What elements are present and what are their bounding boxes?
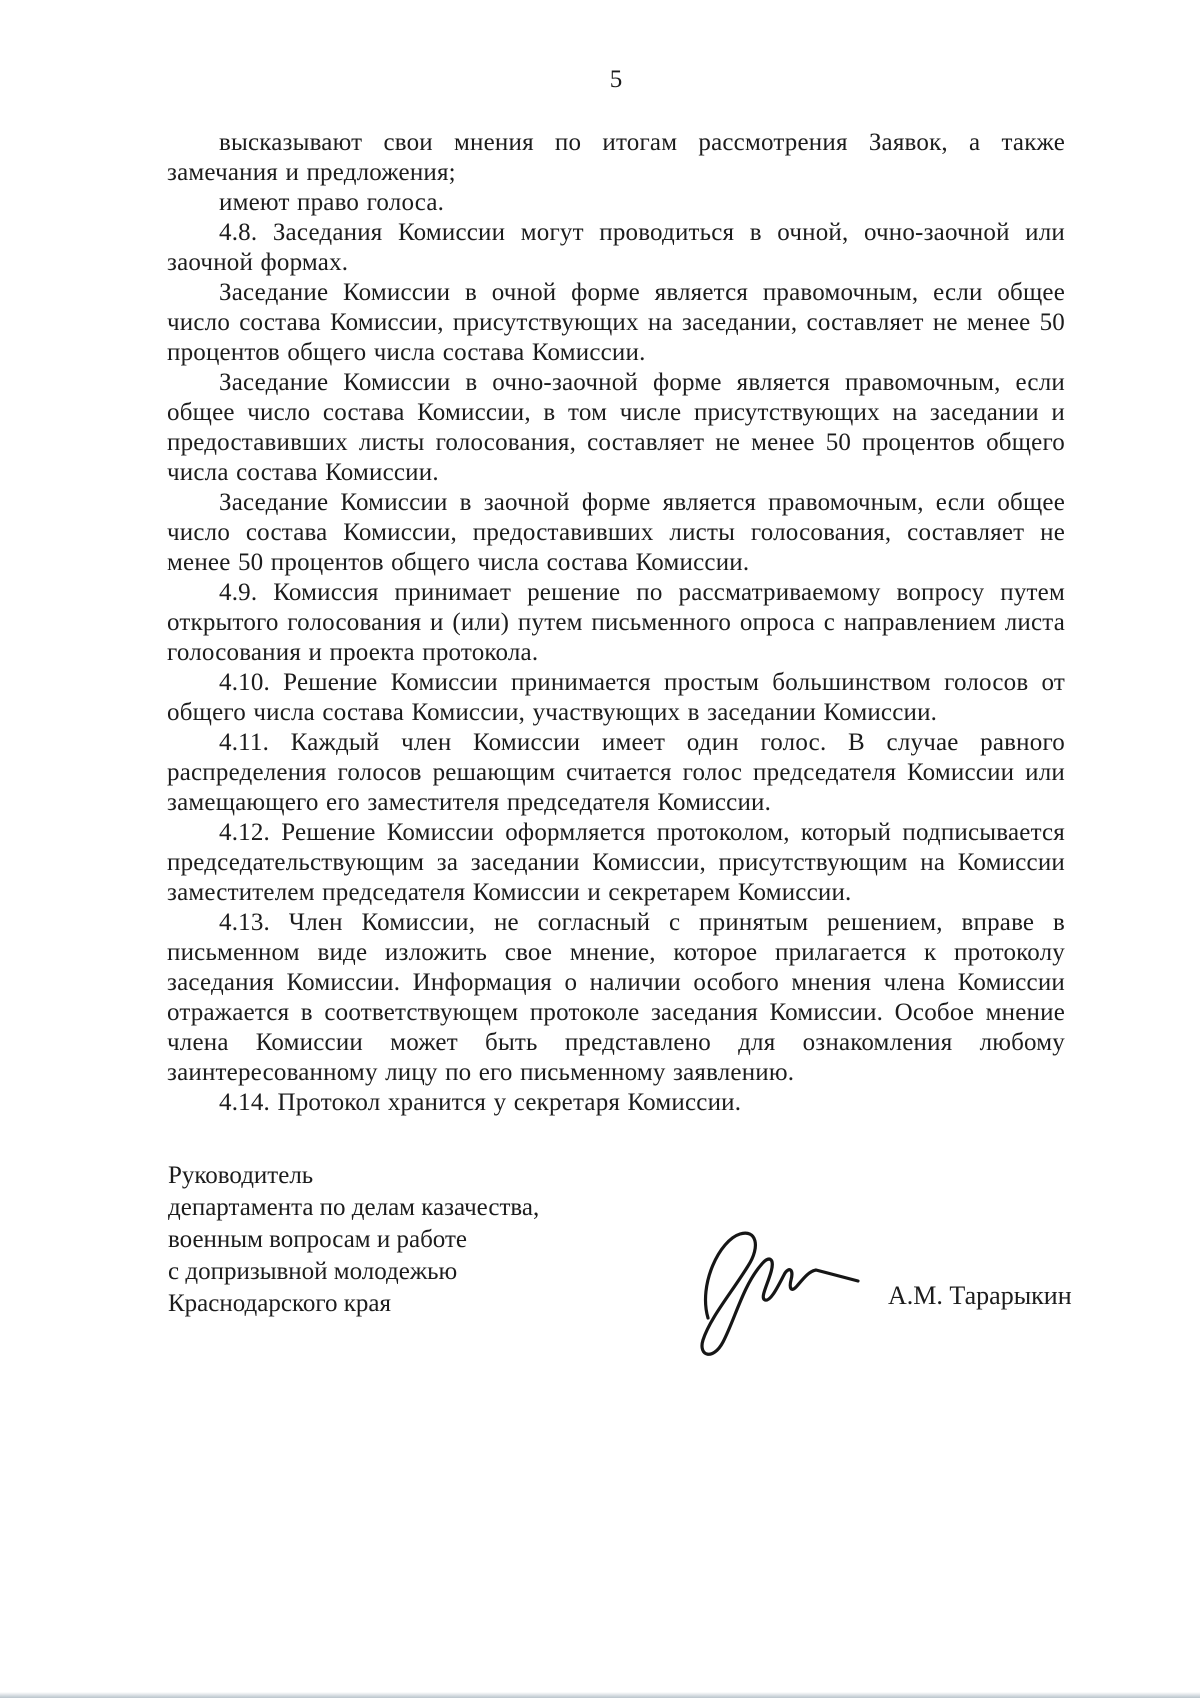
signature-area xyxy=(668,1222,1098,1372)
handwritten-signature-icon xyxy=(668,1222,878,1362)
paragraph: 4.14. Протокол хранится у секретаря Комиссии. xyxy=(219,1089,742,1116)
signatory-name: А.М. Тарарыкин xyxy=(888,1281,1072,1310)
paragraph: Заседание Комиссии в заочной форме является правомочным, если общее число состава Комиссии, предоставивших листы голосования, составляет не менее 50 процентов общего числа состава Комиссии. xyxy=(167,489,1065,576)
signatory-title-line: военным вопросам и работе xyxy=(168,1226,467,1253)
paragraph: высказывают свои мнения по итогам рассмотрения Заявок, а также замечания и предложения; xyxy=(167,129,1065,186)
signatory-title-line: департамента по делам казачества, xyxy=(168,1194,540,1221)
scan-edge xyxy=(0,1692,1200,1698)
paragraph: 4.11. Каждый член Комиссии имеет один голос. В случае равного распределения голосов решающим считается голос председателя Комиссии или замещающего его заместителя председателя Комиссии. xyxy=(167,729,1065,816)
paragraph: 4.8. Заседания Комиссии могут проводиться в очной, очно-заочной или заочной формах. xyxy=(167,219,1065,276)
signatory-title xyxy=(168,1160,638,1320)
paragraph: 4.9. Комиссия принимает решение по рассматриваемому вопросу путем открытого голосования и (или) путем письменного опроса с направлением листа голосования и проекта протокола. xyxy=(167,579,1065,666)
paragraph: 4.10. Решение Комиссии принимается простым большинством голосов от общего числа состава Комиссии, участвующих в заседании Комиссии. xyxy=(167,669,1065,726)
signatory-title-line: с допризывной молодежью xyxy=(168,1258,458,1285)
paragraph: 4.12. Решение Комиссии оформляется протоколом, который подписывается председательствующим за заседании Комиссии, присутствующим на Комиссии заместителем председателя Комиссии и секретарем Комиссии. xyxy=(167,819,1065,906)
document-body xyxy=(167,128,1065,1118)
paragraph: Заседание Комиссии в очной форме является правомочным, если общее число состава Комиссии, присутствующих на заседании, составляет не менее 50 процентов общего числа состава Комиссии. xyxy=(167,279,1065,366)
page-number: 5 xyxy=(609,66,623,93)
paragraph: имеют право голоса. xyxy=(219,189,445,216)
signatory-title-line: Краснодарского края xyxy=(168,1290,391,1317)
paragraph: 4.13. Член Комиссии, не согласный с принятым решением, вправе в письменном виде изложить свое мнение, которое прилагается к протоколу заседания Комиссии. Информация о наличии особого мнения члена Комиссии отражается в соответствующем протоколе заседания Комиссии. Особое мнение члена Комиссии может быть представлено для ознакомления любому заинтересованному лицу по его письменному заявлению. xyxy=(167,909,1065,1086)
signature-block xyxy=(168,1160,1098,1320)
paragraph: Заседание Комиссии в очно-заочной форме является правомочным, если общее число состава Комиссии, в том числе присутствующих на заседании и предоставивших листы голосования, составляет не менее 50 процентов общего числа состава Комиссии. xyxy=(167,369,1065,486)
signatory-title-line: Руководитель xyxy=(168,1162,314,1189)
